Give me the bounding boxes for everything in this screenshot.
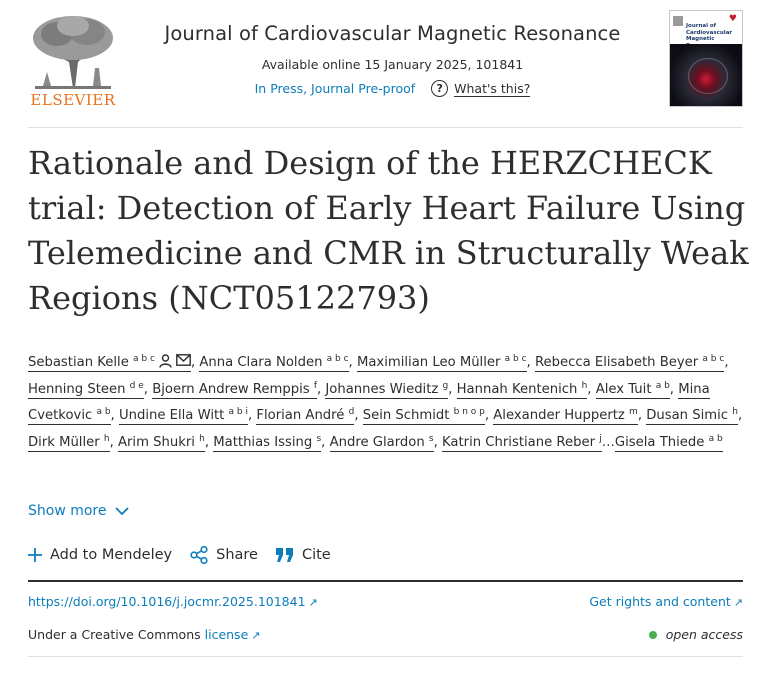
author-name: Maximilian Leo Müller xyxy=(356,355,501,370)
open-access-dot-icon xyxy=(649,631,657,639)
author-ellipsis: … xyxy=(601,434,615,450)
author-link[interactable] xyxy=(152,382,317,399)
author-affiliation: a b c xyxy=(702,354,725,364)
author-link[interactable] xyxy=(28,355,191,372)
author-affiliation: j xyxy=(599,433,602,444)
elsevier-wordmark: ELSEVIER xyxy=(30,91,116,109)
author-name: Johannes Wieditz xyxy=(325,381,439,397)
in-press-status-link[interactable]: In Press, Journal Pre-proof xyxy=(254,81,416,96)
author-affiliation: a b c xyxy=(326,354,349,364)
author-name: Dirk Müller xyxy=(28,434,100,450)
author-affiliation: a b i xyxy=(228,407,248,417)
footer-divider xyxy=(28,656,743,657)
author-name: Sebastian Kelle xyxy=(28,355,129,370)
author-affiliation: s xyxy=(428,433,434,444)
actions-divider xyxy=(28,580,743,582)
author-name: Mina Cvetkovic xyxy=(28,381,710,423)
get-rights-link[interactable] xyxy=(589,594,743,609)
author-link[interactable] xyxy=(28,382,144,399)
journal-header xyxy=(120,22,665,97)
author-link[interactable] xyxy=(535,355,724,372)
author-link[interactable] xyxy=(330,435,434,452)
show-more-button[interactable] xyxy=(28,503,129,519)
author-name: Henning Steen xyxy=(28,381,126,397)
elsevier-tree-icon xyxy=(27,12,119,92)
share-label: Share xyxy=(216,547,258,563)
cover-publisher-mark xyxy=(673,16,683,26)
journal-title[interactable]: Journal of Cardiovascular Magnetic Resonance xyxy=(164,22,621,45)
author-link[interactable] xyxy=(442,435,602,452)
author-affiliation: h xyxy=(581,380,588,391)
author-link[interactable] xyxy=(213,435,321,452)
author-name: Andre Glardon xyxy=(329,434,425,450)
help-question-icon: ? xyxy=(431,80,448,97)
author-link[interactable] xyxy=(357,355,527,372)
cover-heart-icon: ♥ xyxy=(728,14,737,24)
plus-icon xyxy=(28,548,42,562)
open-access-badge xyxy=(649,627,743,642)
availability-date: Available online 15 January 2025, 101841 xyxy=(261,57,524,72)
doi-text: https://doi.org/10.1016/j.jocmr.2025.101841 xyxy=(28,594,306,609)
author-link[interactable] xyxy=(615,435,723,452)
author-affiliation: s xyxy=(316,433,322,444)
author-name: Undine Ella Witt xyxy=(118,408,225,423)
author-link[interactable] xyxy=(493,408,638,425)
share-button[interactable] xyxy=(190,546,258,564)
author-link[interactable] xyxy=(256,408,354,425)
author-name: Alex Tuit xyxy=(595,381,652,397)
author-affiliation: a b xyxy=(96,407,111,417)
author-affiliation: a b c xyxy=(133,354,155,364)
header-divider xyxy=(28,127,743,128)
elsevier-logo[interactable] xyxy=(27,12,119,108)
license-link-text: license xyxy=(204,627,249,642)
author-list: Sebastian Kelle $^{a b c}$ , Anna Clara Nolden $^{a b c}$, Maximilian Leo Müller $^{a b c}$, Rebecca Elisabeth Beyer $^{a b c}$, Henning Steen $^{d e}$, Bjoern Andrew Remppis $^f$, Johannes Wieditz $^g$, Hannah Kentenich $^h$, Alex Tuit $^{a b}$, Mina Cvetkovic $^{a b}$, Undine Ella Witt $^{a b i}$, Florian André $^d$, Sein Schmidt $^{b n o p}$, Alexander Huppertz $^m$, Dusan Simic $^h$, Dirk Müller $^h$, Arim Shukri $^h$, Matthias Issing $^s$, Andre Glardon $^s$, Katrin Christiane Reber $^j$…Gisela Thiede $^{a b}$ xyxy=(28,354,743,450)
author-affiliation: g xyxy=(442,380,449,391)
author-name: Alexander Huppertz xyxy=(493,408,625,423)
article-title: Rationale and Design of the HERZCHECK trial: Detection of Early Heart Failure Using Telemedicine and CMR in Structurally Weak Regions (NCT05122793) xyxy=(28,144,749,317)
author-link[interactable] xyxy=(28,435,110,452)
cite-button[interactable] xyxy=(276,547,331,563)
quote-icon xyxy=(276,548,294,562)
share-icon xyxy=(190,546,208,564)
show-more-label: Show more xyxy=(28,503,107,519)
author-affiliation: f xyxy=(313,380,317,391)
author-affiliation: b n o p xyxy=(453,407,485,417)
author-name: Hannah Kentenich xyxy=(456,381,578,397)
author-name: Arim Shukri xyxy=(117,434,195,450)
author-link[interactable] xyxy=(596,382,670,399)
author-link[interactable] xyxy=(457,382,588,399)
license-prefix: Under a Creative Commons xyxy=(28,627,201,642)
external-link-icon: ↗ xyxy=(308,596,318,609)
doi-link[interactable] xyxy=(28,594,318,609)
author-affiliation: a b c xyxy=(504,354,527,364)
author-name: Gisela Thiede xyxy=(614,434,705,450)
author-name: Bjoern Andrew Remppis xyxy=(152,381,310,397)
author-link[interactable] xyxy=(118,435,205,452)
author-name: Katrin Christiane Reber xyxy=(442,434,595,450)
external-link-icon: ↗ xyxy=(733,596,743,609)
person-icon[interactable] xyxy=(159,354,172,368)
article-actions xyxy=(28,546,349,564)
add-to-mendeley-label: Add to Mendeley xyxy=(50,547,173,563)
external-link-icon: ↗ xyxy=(251,629,261,642)
add-to-mendeley-button[interactable] xyxy=(28,547,172,563)
author-affiliation: a b xyxy=(708,433,723,444)
license-row xyxy=(28,627,260,642)
author-link[interactable] xyxy=(646,408,738,425)
license-link[interactable] xyxy=(205,627,261,642)
author-affiliation: h xyxy=(732,407,738,417)
cover-title: Journal of Cardiovascular Magnetic xyxy=(686,23,733,42)
open-access-label: open access xyxy=(665,627,743,642)
author-name: Rebecca Elisabeth Beyer xyxy=(534,355,699,370)
get-rights-text: Get rights and content xyxy=(589,594,731,609)
cover-image xyxy=(670,44,742,107)
author-link[interactable] xyxy=(119,408,248,425)
author-affiliation: m xyxy=(629,407,638,417)
whats-this-label: What's this? xyxy=(454,80,531,96)
envelope-icon[interactable] xyxy=(176,354,191,366)
cite-label: Cite xyxy=(301,547,331,563)
author-affiliation: d e xyxy=(129,380,144,391)
author-link[interactable] xyxy=(363,408,485,425)
author-affiliation: a b xyxy=(655,380,670,391)
author-name: Sein Schmidt xyxy=(362,408,450,423)
author-name: Florian André xyxy=(256,408,345,423)
author-affiliation: d xyxy=(348,407,355,417)
chevron-down-icon xyxy=(115,507,129,516)
whats-this-button[interactable] xyxy=(431,80,530,97)
author-name: Matthias Issing xyxy=(213,434,313,450)
author-affiliation: h xyxy=(199,433,205,444)
author-affiliation: h xyxy=(103,433,110,444)
author-name: Dusan Simic xyxy=(646,408,729,423)
author-name: Anna Clara Nolden xyxy=(199,355,323,370)
author-link[interactable] xyxy=(325,382,448,399)
journal-cover-thumbnail[interactable] xyxy=(669,10,743,107)
author-link[interactable] xyxy=(199,355,348,372)
